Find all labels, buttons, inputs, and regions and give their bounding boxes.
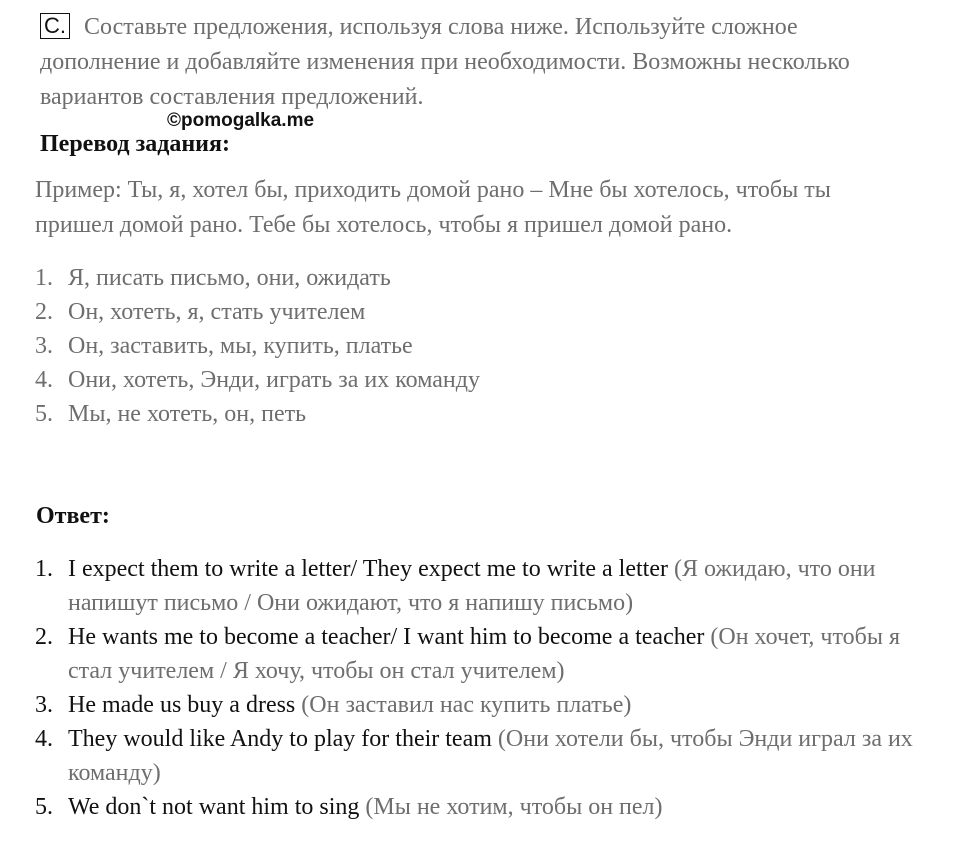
item-number: 2. [35,624,53,650]
item-number: 2. [35,299,53,325]
answer-russian: (Они хотели бы, чтобы Энди играл за их команду) [68,726,913,786]
task-text: Составьте предложения, используя слова ниже. Используйте сложное дополнение и добавляйте изменения при необходимости. Возможны несколько вариантов составления предложений. [40,14,850,110]
task-label-box: C. [40,13,70,39]
item-text: Я, писать письмо, они, ожидать [68,265,391,291]
item-number: 5. [35,794,53,820]
list-item [35,295,480,329]
item-number: 1. [35,265,53,291]
answer-english: They would like Andy to play for their team [68,726,492,752]
item-number: 1. [35,556,53,582]
item-number: 5. [35,401,53,427]
item-text: Мы, не хотеть, он, петь [68,401,307,427]
list-item [35,329,480,363]
answer-english: He wants me to become a teacher/ I want him to become a teacher [68,624,705,650]
answer-item [35,620,915,688]
item-text: Он, заставить, мы, купить, платье [68,333,413,359]
list-item [35,397,480,431]
translation-heading: Перевод задания: [40,131,230,157]
item-number: 4. [35,367,53,393]
translation-list [35,261,480,431]
list-item [35,261,480,295]
answer-item [35,722,915,790]
answer-heading: Ответ: [36,503,110,529]
answer-english: We don`t not want him to sing [68,794,360,820]
item-number: 3. [35,333,53,359]
answer-item [35,790,915,824]
item-text: Он, хотеть, я, стать учителем [68,299,366,325]
answer-english: I expect them to write a letter/ They expect me to write a letter [68,556,668,582]
item-text: Они, хотеть, Энди, играть за их команду [68,367,480,393]
answer-item [35,688,915,722]
answer-russian: (Мы не хотим, чтобы он пел) [365,794,663,820]
answer-english: He made us buy a dress [68,692,296,718]
item-number: 4. [35,726,53,752]
answer-list [35,552,915,824]
answer-russian: (Я ожидаю, что они напишут письмо / Они ожидают, что я напишу письмо) [68,556,876,616]
list-item [35,363,480,397]
translation-example: Пример: Ты, я, хотел бы, приходить домой рано – Мне бы хотелось, чтобы ты пришел домой рано. Тебе бы хотелось, чтобы я пришел домой рано. [35,177,831,238]
task-instruction [40,10,920,115]
watermark: ©pomogalka.me [167,110,315,131]
answer-russian: (Он хочет, чтобы я стал учителем / Я хочу, чтобы он стал учителем) [68,624,901,684]
item-number: 3. [35,692,53,718]
answer-item [35,552,915,620]
answer-russian: (Он заставил нас купить платье) [301,692,632,718]
